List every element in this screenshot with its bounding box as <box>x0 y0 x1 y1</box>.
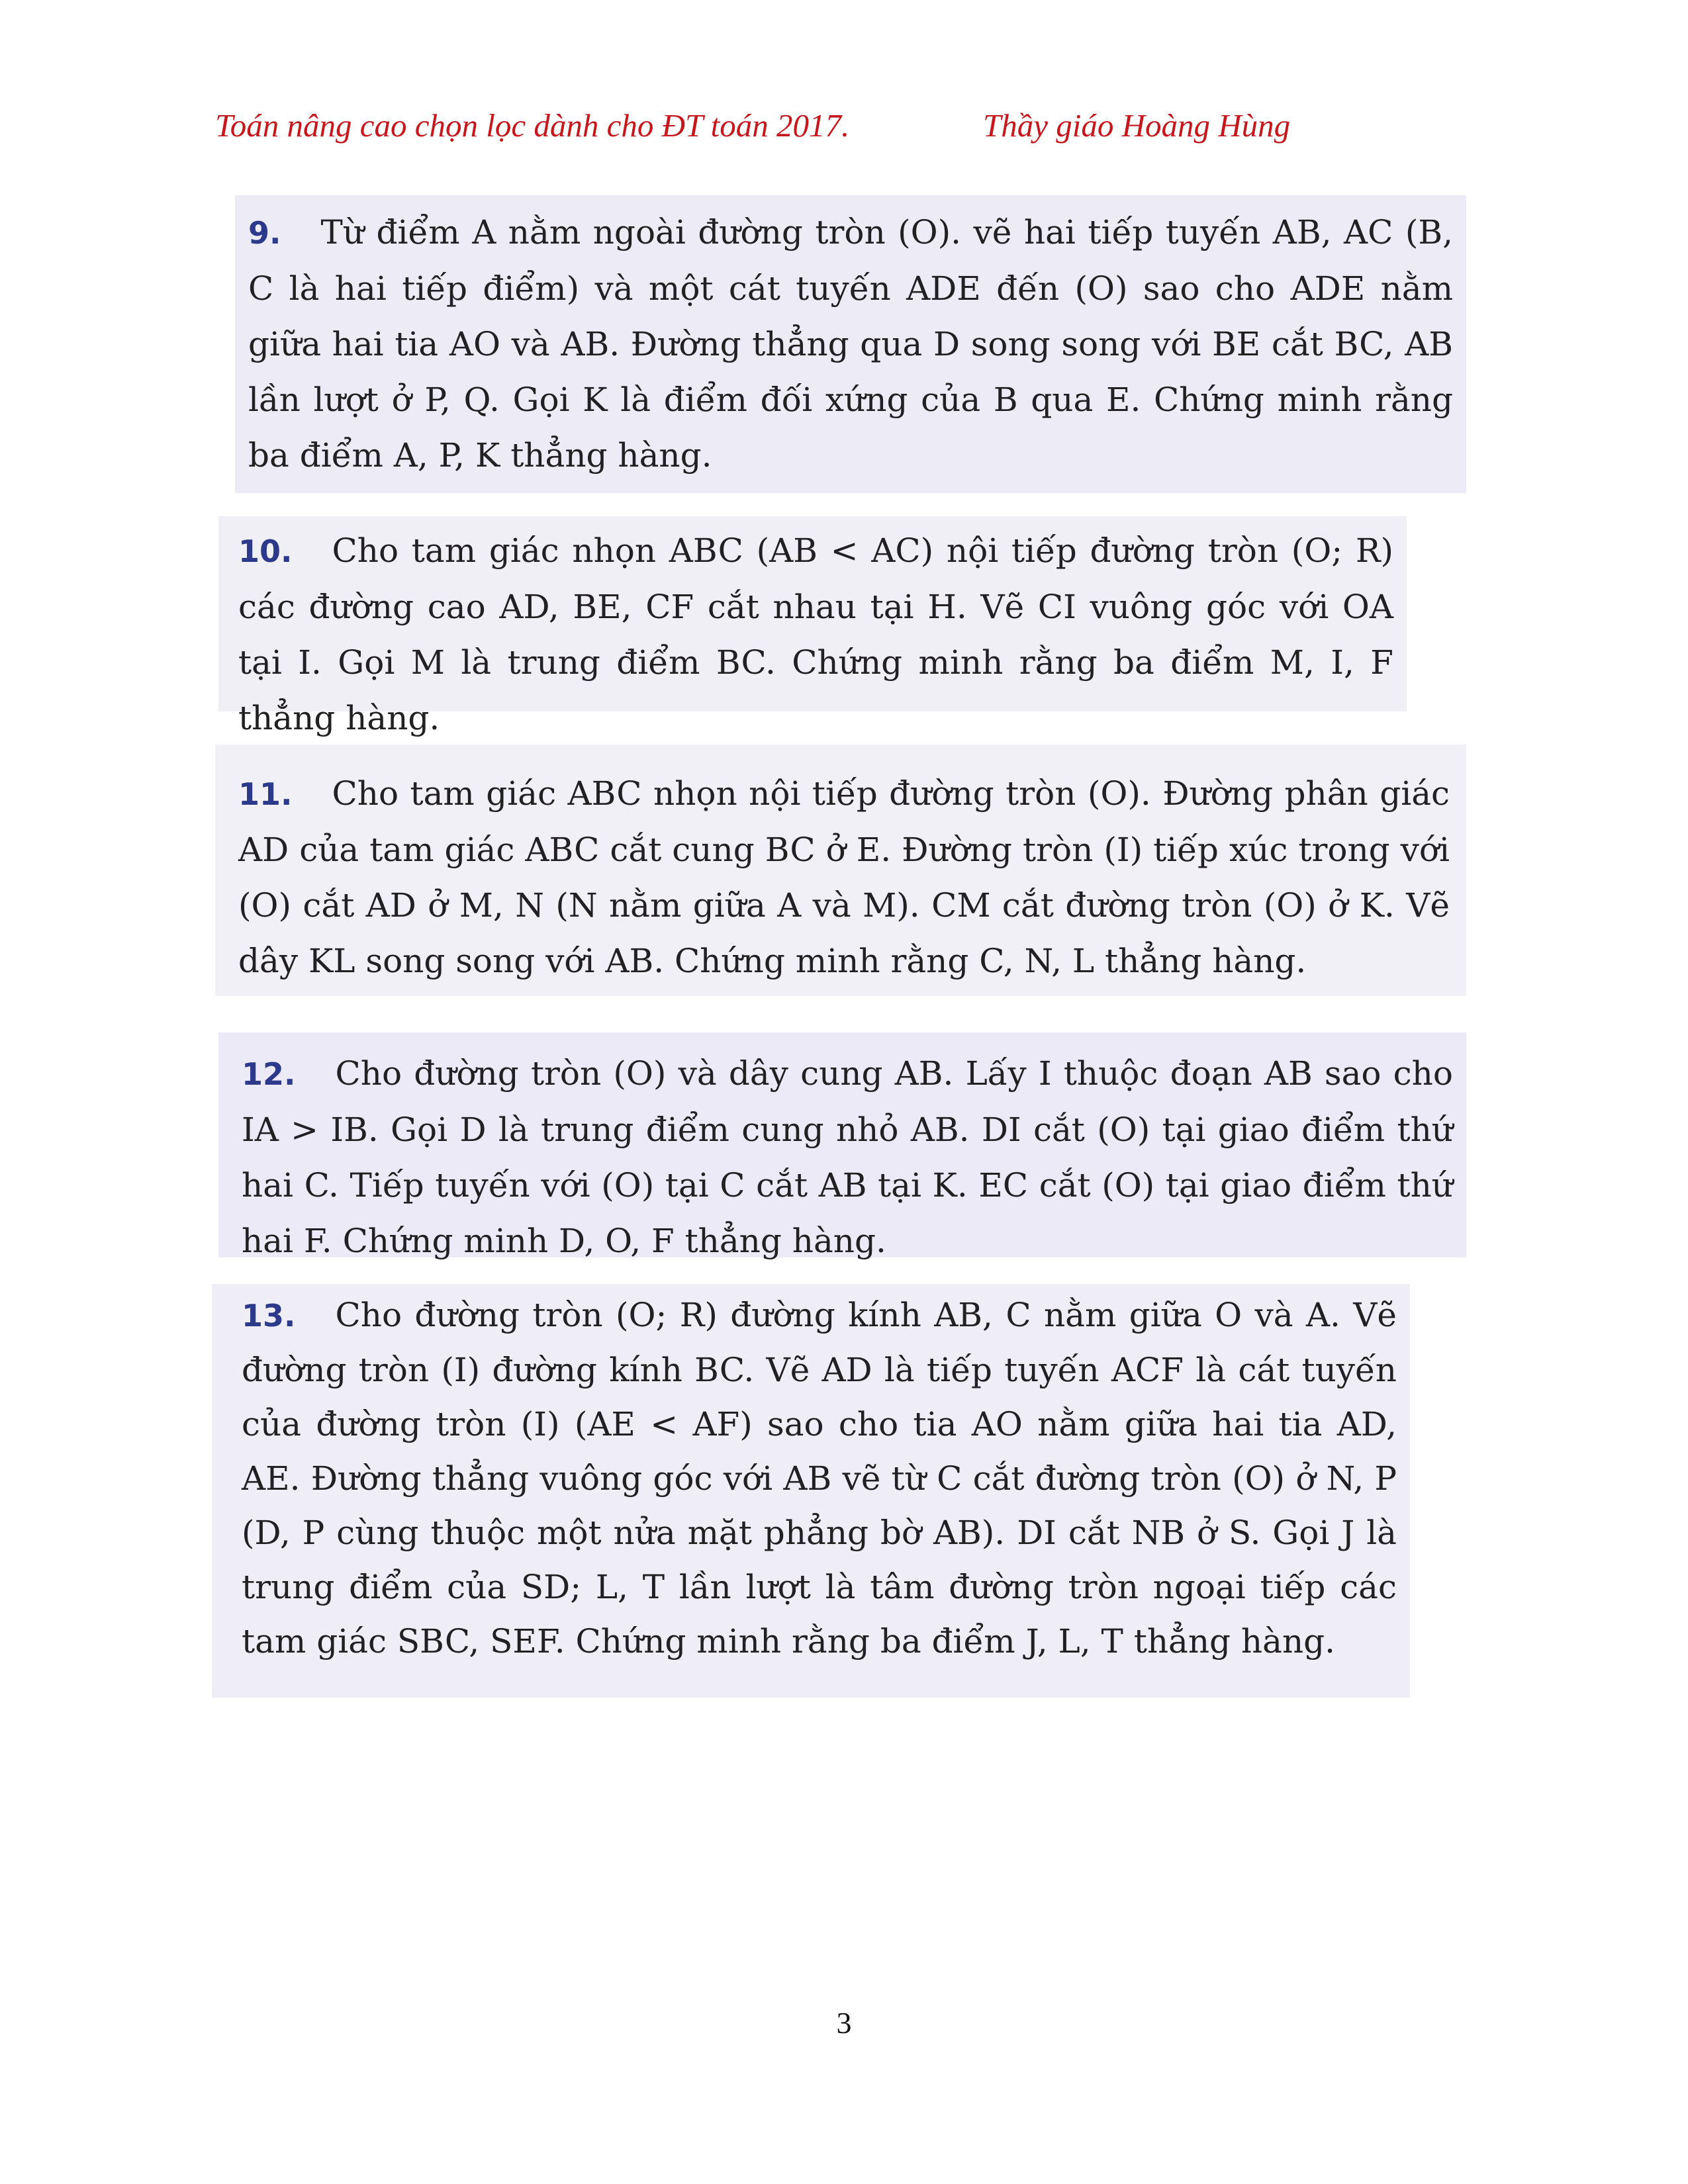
page-header <box>215 99 1340 152</box>
problem-text: Từ điểm A nằm ngoài đường tròn (O). vẽ hai tiếp tuyến AB, AC (B, C là hai tiếp điểm) và một cát tuyến ADE đến (O) sao cho ADE nằm giữa hai tia AO và AB. Đường thẳng qua D song song với BE cắt BC, AB lần lượt ở P, Q. Gọi K là điểm đối xứng của B qua E. Chứng minh rằng ba điểm A, P, K thẳng hàng. <box>248 213 1453 475</box>
header-title: Toán nâng cao chọn lọc dành cho ĐT toán 2017. <box>215 107 850 144</box>
problem-number: 10. <box>238 533 293 569</box>
problem-number: 11. <box>238 776 293 812</box>
problem-12 <box>218 1032 1466 1260</box>
problem-text: Cho đường tròn (O) và dây cung AB. Lấy I thuộc đoạn AB sao cho IA > IB. Gọi D là trung điểm cung nhỏ AB. DI cắt (O) tại giao điểm thứ hai C. Tiếp tuyến với (O) tại C cắt AB tại K. EC cắt (O) tại giao điểm thứ hai F. Chứng minh D, O, F thẳng hàng. <box>242 1054 1453 1260</box>
problem-text: Cho đường tròn (O; R) đường kính AB, C nằm giữa O và A. Vẽ đường tròn (I) đường kính BC. Vẽ AD là tiếp tuyến ACF là cát tuyến của đường tròn (I) (AE < AF) sao cho tia AO nằm giữa hai tia AD, AE. Đường thẳng vuông góc với AB vẽ từ C cắt đường tròn (O) ở N, P (D, P cùng thuộc một nửa mặt phẳng bờ AB). DI cắt NB ở S. Gọi J là trung điểm của SD; L, T lần lượt là tâm đường tròn ngoại tiếp các tam giác SBC, SEF. Chứng minh rằng ba điểm J, L, T thẳng hàng. <box>242 1296 1397 1661</box>
header-author: Thầy giáo Hoàng Hùng <box>983 107 1291 144</box>
page-number: 3 <box>836 2006 852 2040</box>
problem-number: 9. <box>248 215 281 251</box>
problem-text: Cho tam giác ABC nhọn nội tiếp đường tròn (O). Đường phân giác AD của tam giác ABC cắt cung BC ở E. Đường tròn (I) tiếp xúc trong với (O) cắt AD ở M, N (N nằm giữa A và M). CM cắt đường tròn (O) ở K. Vẽ dây KL song song với AB. Chứng minh rằng C, N, L thẳng hàng. <box>238 774 1450 980</box>
problem-number: 12. <box>242 1056 296 1092</box>
problem-13 <box>212 1284 1410 1698</box>
problem-11 <box>215 745 1466 996</box>
problem-9 <box>235 195 1466 493</box>
problem-10 <box>218 516 1407 737</box>
problem-number: 13. <box>242 1298 296 1334</box>
problem-text: Cho tam giác nhọn ABC (AB < AC) nội tiếp đường tròn (O; R) các đường cao AD, BE, CF cắt nhau tại H. Vẽ CI vuông góc với OA tại I. Gọi M là trung điểm BC. Chứng minh rằng ba điểm M, I, F thẳng hàng. <box>238 531 1393 737</box>
